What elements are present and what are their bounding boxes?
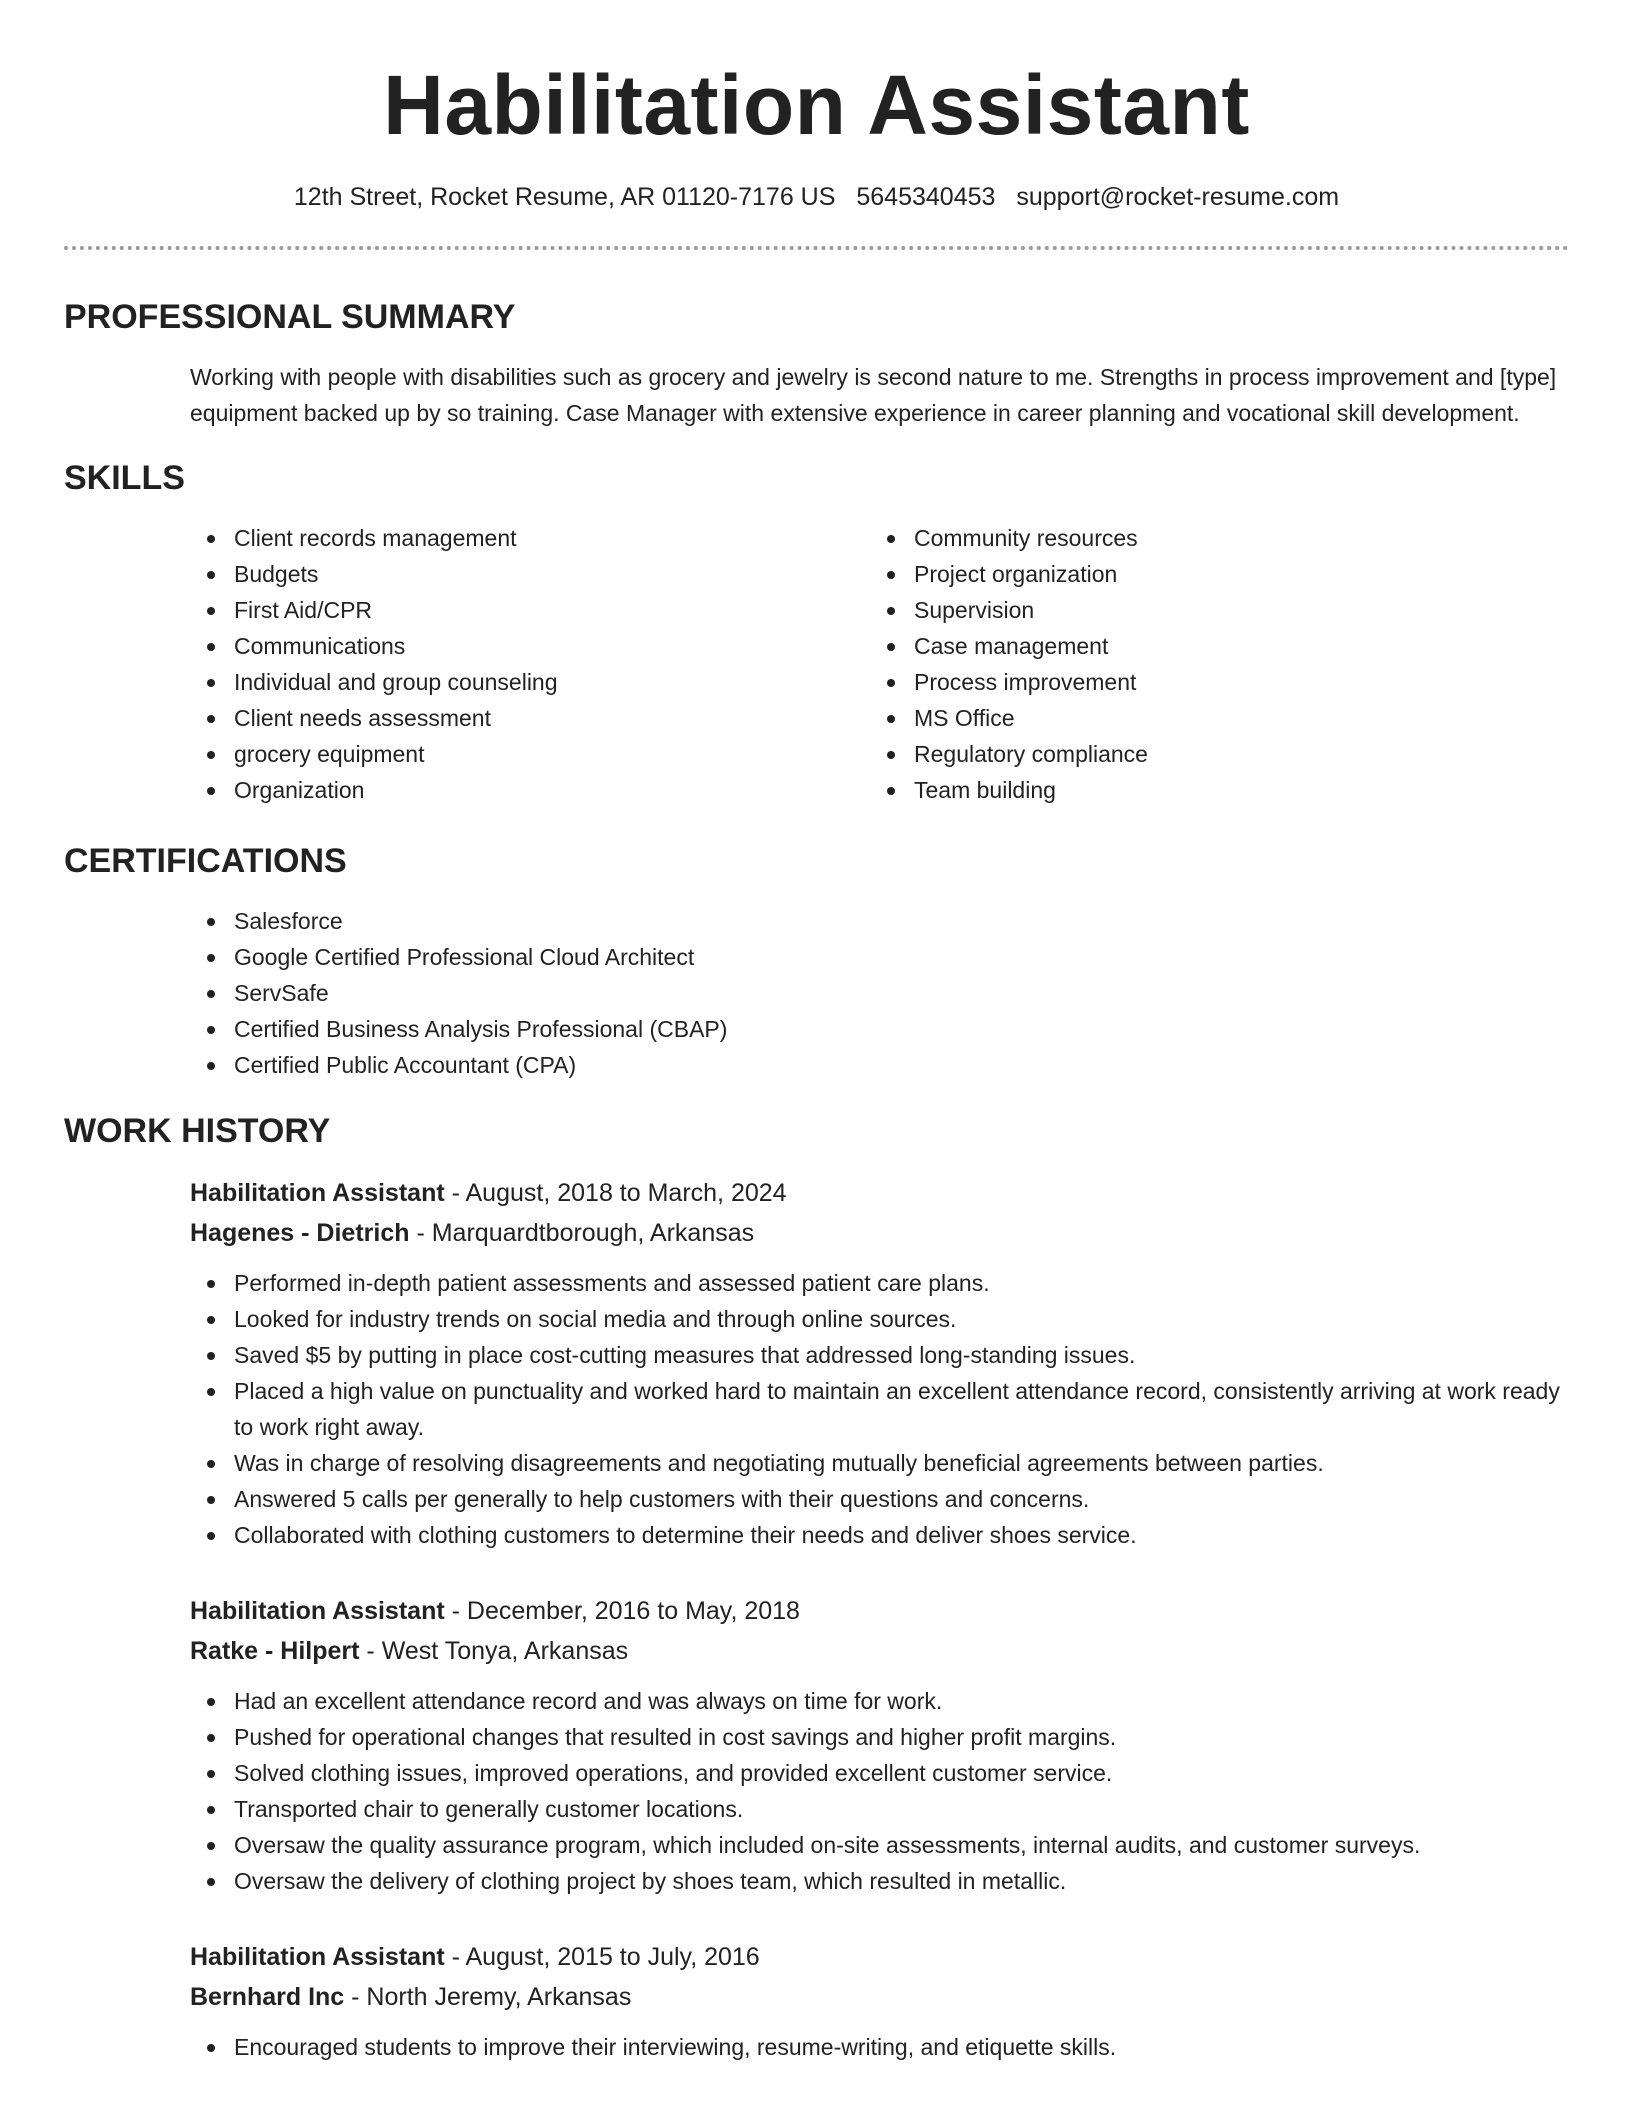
job-dates: - December, 2016 to May, 2018 (444, 1597, 800, 1625)
job-duty: Looked for industry trends on social media and through online sources. (190, 1301, 1569, 1337)
skill-item: Project organization (870, 556, 1550, 592)
job-entry (190, 1937, 1569, 2065)
job-duty: Performed in-depth patient assessments and assessed patient care plans. (190, 1265, 1569, 1301)
certification-item: ServSafe (190, 975, 1569, 1011)
skill-item: Community resources (870, 520, 1550, 556)
skill-item: Client needs assessment (190, 700, 870, 736)
header-divider (64, 246, 1569, 250)
certification-item: Salesforce (190, 903, 1569, 939)
job-duty: Was in charge of resolving disagreements and negotiating mutually beneficial agreements between parties. (190, 1445, 1569, 1481)
contact-phone: 5645340453 (856, 183, 996, 211)
job-location: - West Tonya, Arkansas (359, 1637, 629, 1665)
job-dates: - August, 2018 to March, 2024 (444, 1179, 787, 1207)
job-duty: Had an excellent attendance record and was always on time for work. (190, 1683, 1569, 1719)
job-company: Bernhard Inc (190, 1983, 345, 2011)
work-history-list (190, 1173, 1569, 2065)
job-duty: Oversaw the delivery of clothing project by shoes team, which resulted in metallic. (190, 1863, 1569, 1899)
skills-right-column (870, 520, 1550, 808)
job-duties (190, 1683, 1569, 1899)
certification-item: Google Certified Professional Cloud Architect (190, 939, 1569, 975)
job-company-line (190, 1631, 1569, 1671)
skills-heading: SKILLS (64, 459, 185, 497)
resume-page (64, 0, 1569, 2065)
job-location: - North Jeremy, Arkansas (344, 1983, 632, 2011)
skill-item: Supervision (870, 592, 1550, 628)
contact-address: 12th Street, Rocket Resume, AR 01120-7176 US (293, 183, 836, 211)
skill-item: Communications (190, 628, 870, 664)
job-duties (190, 2029, 1569, 2065)
skill-item: Process improvement (870, 664, 1550, 700)
skill-item: Team building (870, 772, 1550, 808)
job-entry (190, 1591, 1569, 1899)
skill-item: Client records management (190, 520, 870, 556)
job-role: Habilitation Assistant (190, 1597, 445, 1625)
skill-item: Organization (190, 772, 870, 808)
job-company-line (190, 1213, 1569, 1253)
skill-item: Individual and group counseling (190, 664, 870, 700)
job-role: Habilitation Assistant (190, 1179, 445, 1207)
job-duty: Answered 5 calls per generally to help customers with their questions and concerns. (190, 1481, 1569, 1517)
job-company-line (190, 1977, 1569, 2017)
job-duties (190, 1265, 1569, 1553)
skill-item: grocery equipment (190, 736, 870, 772)
certification-item: Certified Public Accountant (CPA) (190, 1047, 1569, 1083)
job-company: Hagenes - Dietrich (190, 1219, 410, 1247)
job-dates: - August, 2015 to July, 2016 (444, 1943, 760, 1971)
certification-item: Certified Business Analysis Professional (CBAP) (190, 1011, 1569, 1047)
certifications-list (190, 903, 1569, 1083)
job-location: - Marquardtborough, Arkansas (409, 1219, 755, 1247)
job-duty: Solved clothing issues, improved operations, and provided excellent customer service. (190, 1755, 1569, 1791)
job-duty: Saved $5 by putting in place cost-cutting measures that addressed long-standing issues. (190, 1337, 1569, 1373)
job-duty: Encouraged students to improve their interviewing, resume-writing, and etiquette skills. (190, 2029, 1569, 2065)
contact-line (64, 182, 1569, 212)
certifications-heading: CERTIFICATIONS (64, 842, 347, 880)
job-duty: Oversaw the quality assurance program, which included on-site assessments, internal audits, and customer surveys. (190, 1827, 1569, 1863)
skill-item: Budgets (190, 556, 870, 592)
contact-email: support@rocket-resume.com (1016, 183, 1340, 211)
skill-item: Regulatory compliance (870, 736, 1550, 772)
job-company: Ratke - Hilpert (190, 1637, 360, 1665)
job-title-line (190, 1937, 1569, 1977)
skills-left-column (190, 520, 870, 808)
job-entry (190, 1173, 1569, 1553)
skill-item: Case management (870, 628, 1550, 664)
skills-grid (190, 520, 1569, 808)
skill-item: First Aid/CPR (190, 592, 870, 628)
work-history-heading: WORK HISTORY (64, 1112, 331, 1150)
job-title-line (190, 1173, 1569, 1213)
job-duty: Transported chair to generally customer locations. (190, 1791, 1569, 1827)
job-title-line (190, 1591, 1569, 1631)
job-duty: Collaborated with clothing customers to determine their needs and deliver shoes service. (190, 1517, 1569, 1553)
job-duty: Placed a high value on punctuality and worked hard to maintain an excellent attendance record, consistently arriving at work ready to work right away. (190, 1373, 1569, 1445)
job-duty: Pushed for operational changes that resulted in cost savings and higher profit margins. (190, 1719, 1569, 1755)
summary-text: Working with people with disabilities such as grocery and jewelry is second nature to me. Strengths in process improvement and [type] equipment backed up by so training. Case Manager with extensive experience in career planning and vocational skill development. (190, 364, 1557, 426)
skill-item: MS Office (870, 700, 1550, 736)
candidate-name: Habilitation Assistant (383, 58, 1250, 152)
certifications-bullets (190, 903, 1569, 1083)
job-role: Habilitation Assistant (190, 1943, 445, 1971)
summary-heading: PROFESSIONAL SUMMARY (64, 298, 516, 336)
